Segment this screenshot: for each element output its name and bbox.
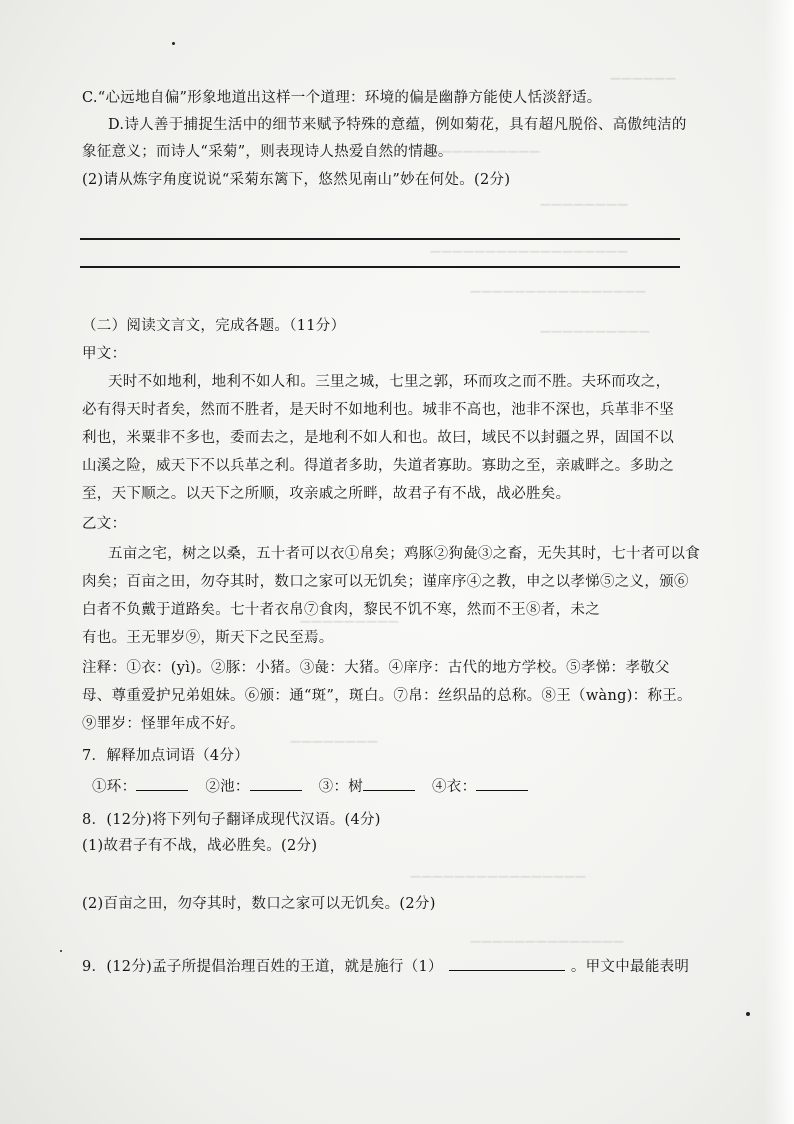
scan-edge: [764, 0, 794, 1124]
question-9-text-cont: 。甲文中最能表明: [570, 959, 690, 975]
q7-item-label: ②池：: [205, 779, 250, 795]
text-a-line: 利也，米粟非不多也，委而去之，是地利不如人和也。故曰，域民不以封疆之界，固国不以: [82, 430, 674, 446]
bleed-through-text: ——————————: [540, 325, 650, 338]
question-9-text: 9．(12分)孟子所提倡治理百姓的王道，就是施行（1）: [82, 959, 443, 975]
text-b-line: 有也。王无罪岁⑨，斯天下之民至焉。: [82, 630, 334, 646]
question-8-part-2: (2)百亩之田，勿夺其时，数口之家可以无饥矣。(2分): [82, 896, 436, 912]
bleed-through-text: ————————————————: [470, 285, 646, 298]
text-a-line: 天时不如地利，地利不如人和。三里之城，七里之郭，环而攻之而不胜。夫环而攻之，: [108, 374, 671, 390]
bleed-through-text: ————————: [290, 735, 378, 748]
bleed-through-text: —————————: [300, 615, 399, 628]
annotation-line: 注释：①衣：(yì)。②豚：小猪。③彘：大猪。④庠序：古代的地方学校。⑤孝悌：孝敬父: [82, 660, 670, 676]
text-b-line: 肉矣；百亩之田，勿夺其时，数口之家可以无饥矣；谨庠序④之教，申之以孝悌⑤之义，颁⑥: [82, 574, 689, 590]
text-a-label: 甲文：: [82, 346, 127, 362]
text-b-line: 五亩之宅，树之以桑，五十者可以衣①帛矣；鸡豚②狗彘③之畜，无失其时，七十者可以食: [108, 546, 700, 562]
q7-blank-4[interactable]: [476, 776, 528, 791]
q7-item-label: ①环：: [92, 779, 137, 795]
bleed-through-text: ————————————————: [410, 870, 586, 883]
question-8: 8．(12分)将下列句子翻译成现代汉语。(4分): [82, 812, 381, 828]
bleed-through-text: ——————————————: [470, 935, 624, 948]
answer-line[interactable]: [80, 266, 680, 268]
scan-speck: [60, 950, 62, 952]
question-8-part-1: (1)故君子有不战，战必胜矣。(2分): [82, 838, 318, 854]
bleed-through-text: ————————: [540, 198, 628, 211]
text-a-line: 至，天下顺之。以天下之所顺，攻亲戚之所畔，故君子有不战，战必胜矣。: [82, 486, 571, 502]
annotation-line: 母、尊重爱护兄弟姐妹。⑥颁：通“斑”，斑白。⑦帛：丝织品的总称。⑧王（wàng)：称王。: [82, 688, 692, 704]
answer-line[interactable]: [80, 238, 680, 240]
scan-speck: [746, 1012, 750, 1016]
bleed-through-text: ——————————: [430, 145, 540, 158]
q7-blank-3[interactable]: [363, 776, 415, 791]
bleed-through-text: ——————: [610, 72, 676, 85]
text-b-line: 白者不负戴于道路矣。七十者衣帛⑦食肉，黎民不饥不寒，然而不王⑧者，未之: [82, 602, 600, 618]
text-a-line: 必有得天时者矣，然而不胜者，是天时不如地利也。城非不高也，池非不深也，兵革非不坚: [82, 402, 674, 418]
question-9: [82, 956, 689, 977]
option-d-line1: D.诗人善于捕捉生活中的细节来赋予特殊的意蕴，例如菊花，具有超凡脱俗、高傲纯洁的: [108, 117, 687, 133]
option-c: C.“心远地自偏”形象地道出这样一个道理：环境的偏是幽静方能使人恬淡舒适。: [82, 90, 602, 106]
text-b-label: 乙文：: [82, 516, 127, 532]
section-header: （二）阅读文言文，完成各题。（11分）: [82, 318, 346, 334]
q7-blank-1[interactable]: [136, 776, 188, 791]
q7-item-label: ③：树: [318, 779, 364, 795]
annotation-line: ⑨罪岁：怪罪年成不好。: [82, 716, 245, 732]
option-d-line2: 象征意义；而诗人“采菊”，则表现诗人热爱自然的情趣。: [82, 144, 453, 160]
q9-blank-1[interactable]: [449, 956, 565, 971]
bleed-through-text: ——————————————————: [430, 245, 628, 258]
scan-speck: [172, 42, 175, 45]
question-7: 7．解释加点词语（4分）: [82, 748, 250, 764]
question-2: (2)请从炼字角度说说“采菊东篱下，悠然见南山”妙在何处。(2分): [82, 172, 511, 188]
text-a-line: 山溪之险，威天下不以兵革之利。得道者多助，失道者寡助。寡助之至，亲戚畔之。多助之: [82, 458, 674, 474]
q7-blank-2[interactable]: [250, 776, 302, 791]
question-7-items: [92, 776, 540, 797]
q7-item-label: ④衣：: [431, 779, 477, 795]
